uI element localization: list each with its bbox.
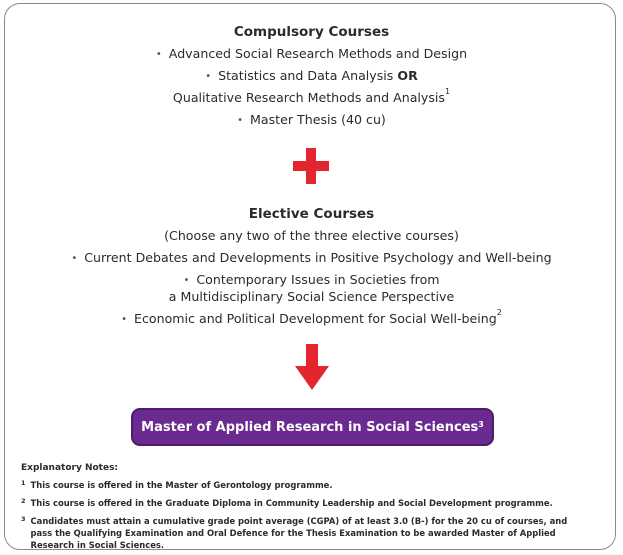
degree-outcome-box xyxy=(131,408,494,446)
elective-item-2-line-1: • Contemporary Issues in Societies from xyxy=(183,272,440,287)
elective-subtitle: (Choose any two of the three elective courses) xyxy=(164,228,459,243)
elective-item-2-line-2: a Multidisciplinary Social Science Perspective xyxy=(168,289,455,304)
elective-courses-title: Elective Courses xyxy=(248,206,375,222)
bullet-icon: • xyxy=(237,115,244,126)
compulsory-item-3: Qualitative Research Methods and Analysis$^1$ xyxy=(172,87,451,105)
note-1: $^1$ This course is offered in the Master of Gerontology programme. xyxy=(21,479,333,490)
compulsory-item-2: • Statistics and Data Analysis OR xyxy=(205,68,418,83)
elective-item-3: • Economic and Political Development for Social Well-being$^2$ xyxy=(121,308,502,326)
elective-item-1: • Current Debates and Developments in Positive Psychology and Well-being xyxy=(71,250,552,265)
footnote-mark-3: 3 xyxy=(478,419,484,429)
down-arrow-icon xyxy=(295,344,329,390)
explanatory-notes-title: Explanatory Notes: xyxy=(21,463,119,473)
footnote-mark-2: 2 xyxy=(496,308,502,317)
degree-outcome-label: Master of Applied Research in Social Sciences xyxy=(141,419,479,435)
footnote-mark-1: 1 xyxy=(444,87,451,96)
bullet-icon: • xyxy=(155,49,162,60)
note-3: $^3$ Candidates must attain a cumulative grade point average (CGPA) of at least 3.0 (B-) for the 20 cu of courses, and pass the Qualifying Examination and Oral Defence for the Thesis Examination to be awarded Master of Applied Research in Social Sciences. xyxy=(21,515,568,550)
or-label: OR xyxy=(397,68,418,83)
compulsory-item-4: • Master Thesis (40 cu) xyxy=(237,112,386,127)
note-2: $^2$ This course is offered in the Graduate Diploma in Community Leadership and Social Development programme. xyxy=(21,497,553,508)
compulsory-item-1: • Advanced Social Research Methods and Design xyxy=(155,46,468,61)
bullet-icon: • xyxy=(121,314,128,325)
compulsory-courses-title: Compulsory Courses xyxy=(233,24,390,40)
bullet-icon: • xyxy=(183,275,190,286)
plus-icon xyxy=(293,148,329,184)
bullet-icon: • xyxy=(71,253,78,264)
bullet-icon: • xyxy=(205,71,212,82)
